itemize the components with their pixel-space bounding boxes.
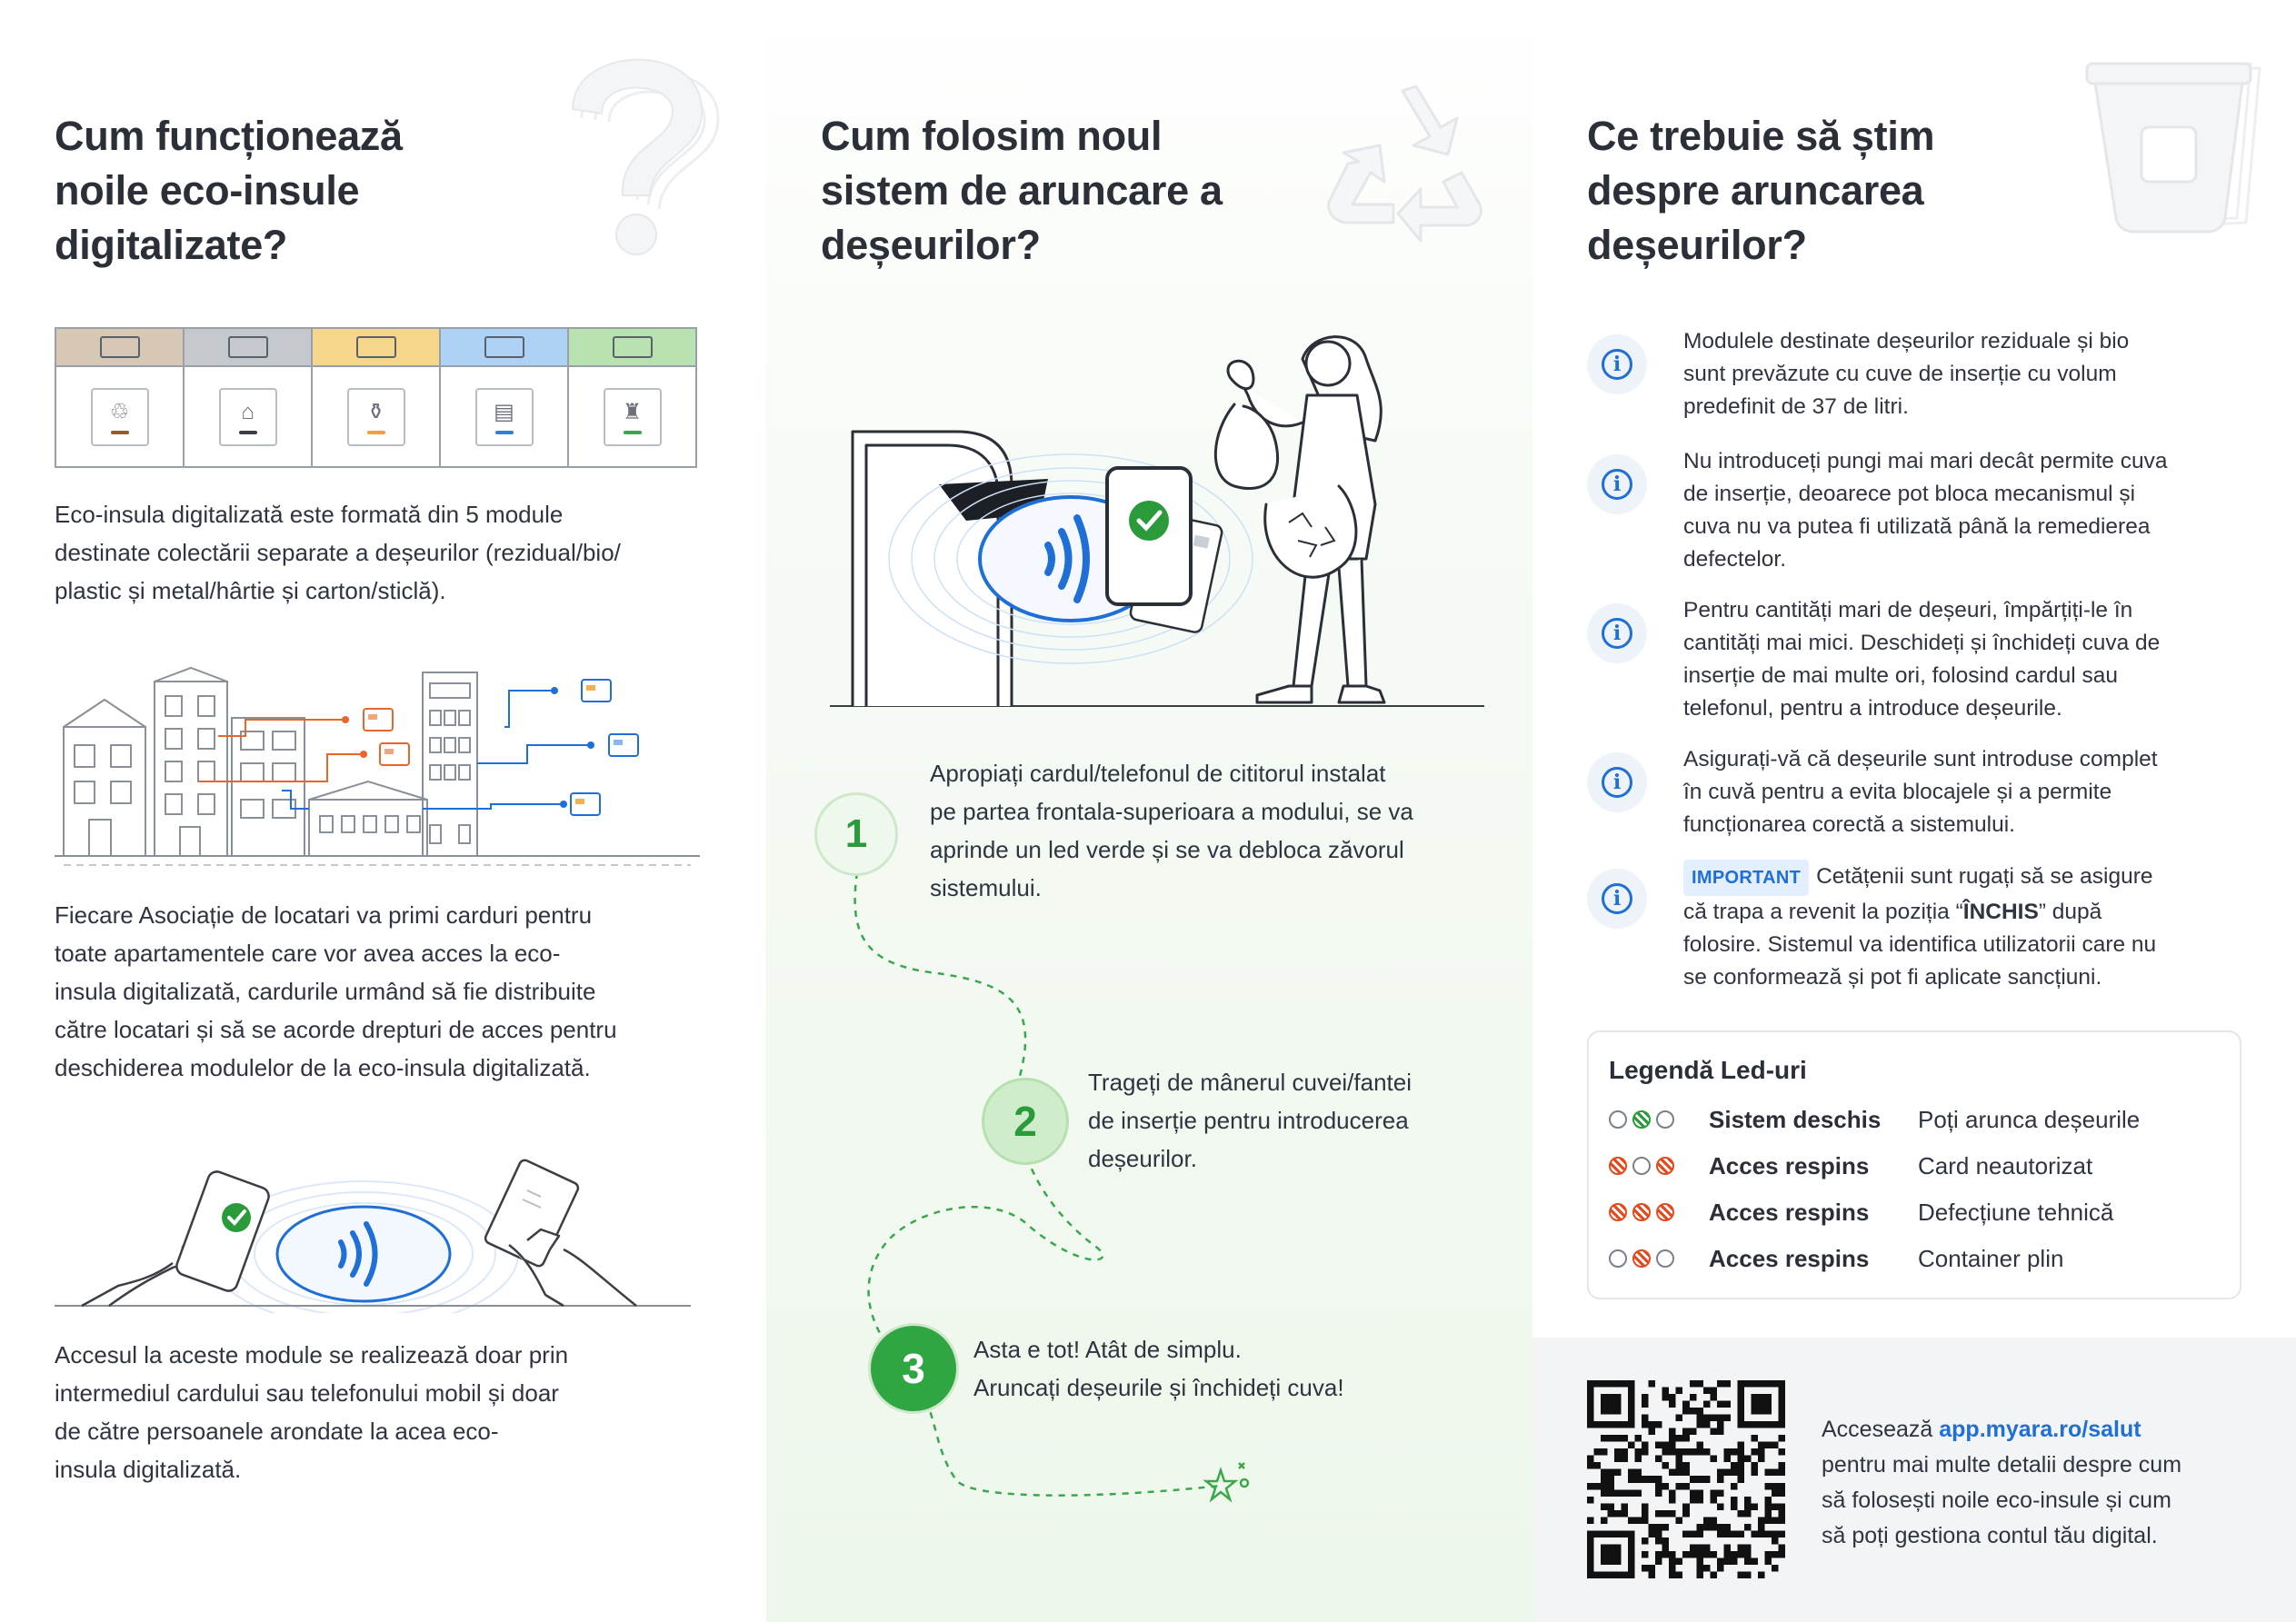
- module-body: [313, 367, 439, 466]
- legend-state: Acces respins: [1709, 1244, 1870, 1272]
- waste-type-icon: ♲: [91, 388, 149, 446]
- recycle-icon: [1312, 73, 1493, 245]
- step-2-number: 2: [1013, 1098, 1037, 1145]
- module-led: [239, 431, 257, 434]
- module-body: [569, 367, 695, 466]
- step-3-number: 3: [902, 1345, 925, 1392]
- qr-section: [1532, 1338, 2296, 1622]
- led-red-icon: [1656, 1157, 1674, 1175]
- led-green-icon: [1632, 1110, 1651, 1129]
- step-1-badge: [814, 792, 898, 876]
- led-red-icon: [1632, 1203, 1651, 1221]
- legend-meaning: Container plin: [1918, 1244, 2064, 1272]
- led-indicators: [1609, 1110, 1698, 1129]
- module-lid: [313, 329, 439, 367]
- qr-description: Accesează app.myara.ro/salut pentru mai multe detalii despre cum să folosești noile eco-insule și cum să poți gestiona contul tău digital.: [1822, 1417, 2182, 1548]
- buildings-illustration: [55, 663, 709, 872]
- module-led: [495, 431, 514, 434]
- step-2-badge: [982, 1078, 1069, 1165]
- legend-row: [1609, 1101, 2227, 1138]
- step-2-text: Trageți de mânerul cuvei/fantei de inserție pentru introducerea deșeurilor.: [1088, 1069, 1413, 1172]
- led-red-icon: [1632, 1249, 1651, 1268]
- info-icon: i: [1587, 454, 1647, 514]
- waste-type-icon: ⚱: [347, 388, 405, 446]
- module-led: [111, 431, 129, 434]
- info-icon: i: [1587, 603, 1647, 663]
- slot-icon: [100, 336, 140, 358]
- led-off-icon: [1609, 1110, 1627, 1129]
- legend-row: [1609, 1148, 2227, 1184]
- info-icon: i: [1587, 752, 1647, 812]
- info-item: i Asigurați-vă că deșeurile sunt introduse complet în cuvă pentru a evita blocajele și a permite funcționarea corectă a sistemului.: [1587, 743, 2241, 843]
- slot-icon: [484, 336, 524, 358]
- led-indicators: [1609, 1157, 1698, 1175]
- led-off-icon: [1656, 1249, 1674, 1268]
- info-icon: i: [1587, 334, 1647, 394]
- important-badge: IMPORTANT: [1683, 860, 1809, 896]
- waste-type-icon: ♜: [604, 388, 662, 446]
- module-lid: [56, 329, 183, 367]
- waste-module: [56, 329, 185, 466]
- step-3-badge: [868, 1323, 959, 1414]
- led-red-icon: [1609, 1203, 1627, 1221]
- step-1-text: Apropiați cardul/telefonul de cititorul instalat pe partea frontala-superioara a modului, se va aprinde un led verde și se va debloca zăvorul sistemului.: [930, 760, 1413, 901]
- cards-description: Fiecare Asociație de locatari va primi carduri pentru toate apartamentele care vor avea acces la eco- insula digitalizată, cardurile urmând să fie distribuite către locatari și să se acorde drepturi de acces pentru deschiderea modulelor de la eco-insula digitalizată.: [55, 901, 617, 1081]
- legend-row: [1609, 1240, 2227, 1277]
- nfc-hands-illustration: [55, 1149, 700, 1313]
- led-red-icon: [1656, 1203, 1674, 1221]
- led-off-icon: [1656, 1110, 1674, 1129]
- step-3-text: Asta e tot! Atât de simplu. Aruncați deșeurile și închideți cuva!: [973, 1336, 1344, 1401]
- waste-type-icon: ⌂: [219, 388, 277, 446]
- legend-meaning: Poți arunca deșeurile: [1918, 1105, 2141, 1133]
- legend-state: Sistem deschis: [1709, 1105, 1882, 1133]
- legend-row: [1609, 1194, 2227, 1230]
- legend-meaning: Card neautorizat: [1918, 1151, 2093, 1179]
- column-how-it-works: [0, 0, 766, 1622]
- legend-state: Acces respins: [1709, 1151, 1870, 1179]
- page-title: Cum funcționează noile eco-insule digitalizate?: [55, 113, 403, 268]
- steps-path: [821, 863, 1457, 1518]
- modules-description: Eco-insula digitalizată este formată din 5 module destinate colectării separate a deșeurilor (rezidual/bio/ plastic și metal/hârtie și carton/sticlă).: [55, 501, 621, 604]
- info-item: i Nu introduceți pungi mai mari decât permite cuva de inserție, deoarece pot bloca mecanismul și cuva nu va putea fi utilizată până la remedierea defectelor.: [1587, 445, 2241, 582]
- led-red-icon: [1609, 1157, 1627, 1175]
- module-lid: [569, 329, 695, 367]
- info-item-important: i IMPORTANT Cetățenii sunt rugați să se asigure că trapa a revenit la poziția “ÎNCHIS” după folosire. Sistemul va identifica utilizatorii care nu se conformează și pot fi aplicate sancțiuni.: [1587, 860, 2241, 996]
- info-item: i Pentru cantități mari de deșeuri, împărțiți-le în cantități mai mici. Deschideți și închideți cuva de inserție de mai multe ori, folosind cardul sau telefonul, pentru a introduce deșeurile.: [1587, 594, 2241, 731]
- access-description: Accesul la aceste module se realizează doar prin intermediul cardului sau telefonului mobil și doar de către persoanele arondate la acea eco- insula digitalizată.: [55, 1341, 569, 1483]
- section-title: Cum folosim noul sistem de aruncare a deșeurilor?: [821, 113, 1223, 268]
- legend-meaning: Defecțiune tehnică: [1918, 1198, 2114, 1226]
- module-led: [367, 431, 385, 434]
- column-what-to-know: [1532, 0, 2296, 1622]
- qr-code[interactable]: [1587, 1380, 1785, 1578]
- column-how-to-use: [766, 0, 1532, 1622]
- slot-icon: [356, 336, 396, 358]
- question-mark-icon: [545, 36, 754, 273]
- slot-icon: [228, 336, 268, 358]
- eco-island-modules: [55, 327, 697, 468]
- legend-title: Legendă Led-uri: [1609, 1056, 1807, 1084]
- module-body: [185, 367, 311, 466]
- waste-module: [313, 329, 441, 466]
- nfc-reader-illustration: [830, 323, 1484, 713]
- myara-link[interactable]: app.myara.ro/salut: [1939, 1417, 2141, 1442]
- waste-module: [441, 329, 569, 466]
- led-indicators: [1609, 1249, 1698, 1268]
- legend-state: Acces respins: [1709, 1198, 1870, 1226]
- led-indicators: [1609, 1203, 1698, 1221]
- section-title: Ce trebuie să știm despre aruncarea deșeurilor?: [1587, 113, 1935, 268]
- trash-bin-icon: [2078, 27, 2278, 245]
- waste-module: [569, 329, 695, 466]
- led-off-icon: [1632, 1157, 1651, 1175]
- info-icon: i: [1587, 869, 1647, 929]
- module-lid: [185, 329, 311, 367]
- waste-module: [185, 329, 313, 466]
- step-1-number: 1: [844, 811, 868, 856]
- module-body: [441, 367, 567, 466]
- slot-icon: [613, 336, 653, 358]
- module-lid: [441, 329, 567, 367]
- waste-type-icon: ▤: [475, 388, 534, 446]
- info-item: i Modulele destinate deșeurilor reziduale și bio sunt prevăzute cu cuve de inserție cu volum predefinit de 37 de litri.: [1587, 325, 2241, 425]
- module-body: [56, 367, 183, 466]
- led-legend: [1587, 1030, 2241, 1299]
- led-off-icon: [1609, 1249, 1627, 1268]
- module-led: [624, 431, 642, 434]
